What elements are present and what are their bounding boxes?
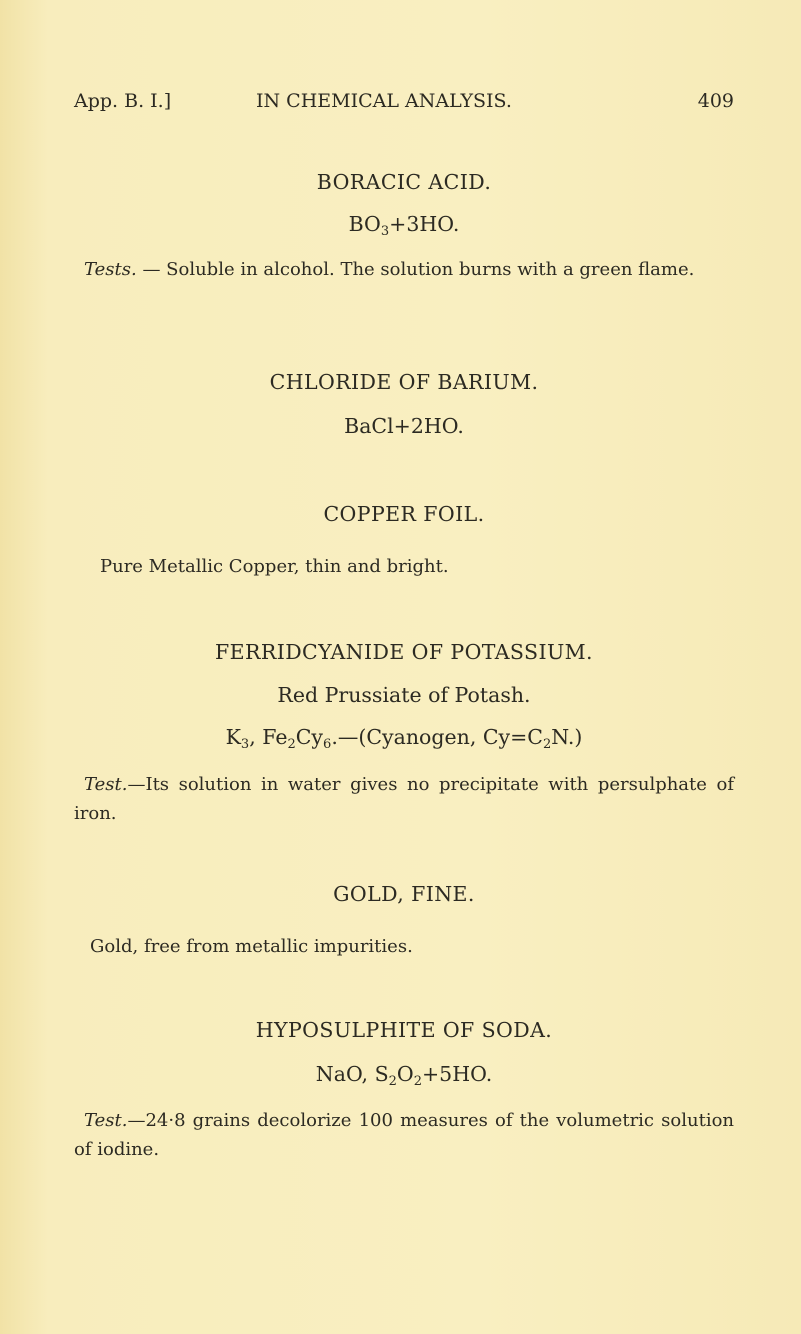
- heading-copper-foil: COPPER FOIL.: [323, 502, 485, 526]
- formula-ferridcyanide: $K_3$, $Fe_2Cy_6.—(Cyanogen$, $Cy=C_2N$.): [225, 725, 583, 752]
- heading-boracic-acid: BORACIC ACID.: [316, 170, 492, 194]
- test-label: Test.: [84, 1110, 128, 1131]
- formula-hyposulphite: NaO, $S_2O_2+5HO$.: [315, 1062, 493, 1089]
- page-number: 409: [697, 90, 734, 112]
- heading-gold-fine: GOLD, FINE.: [333, 882, 475, 906]
- ferridcyanide-subtitle: Red Prussiate of Potash.: [277, 683, 531, 707]
- ferridcyanide-test-paragraph: Test.—Its solution in water gives no precipitate with persulphate of iron.: [74, 774, 734, 824]
- formula-chloride-of-barium: BaCl+2HO.: [344, 414, 464, 438]
- running-header: [74, 90, 734, 120]
- heading-chloride-of-barium: CHLORIDE OF BARIUM.: [269, 370, 539, 394]
- hyposulphite-test-paragraph: Test.—24·8 grains decolorize 100 measures of the volumetric solution of iodine.: [74, 1110, 734, 1160]
- header-title: IN CHEMICAL ANALYSIS.: [256, 90, 512, 112]
- boracic-tests-paragraph: Tests. — Soluble in alcohol. The solution burns with a green flame.: [84, 259, 695, 280]
- heading-ferridcyanide-of-potassium: FERRIDCYANIDE OF POTASSIUM.: [215, 640, 593, 664]
- copper-foil-description: Pure Metallic Copper, thin and bright.: [100, 556, 449, 577]
- heading-hyposulphite-of-soda: HYPOSULPHITE OF SODA.: [255, 1018, 553, 1042]
- formula-boracic-acid: $BO_3+3HO$.: [348, 212, 460, 239]
- tests-label: Tests.: [84, 259, 137, 280]
- gold-description: Gold, free from metallic impurities.: [90, 936, 413, 957]
- test-label: Test.: [84, 774, 128, 795]
- header-section-ref: App. B. I.]: [74, 90, 172, 112]
